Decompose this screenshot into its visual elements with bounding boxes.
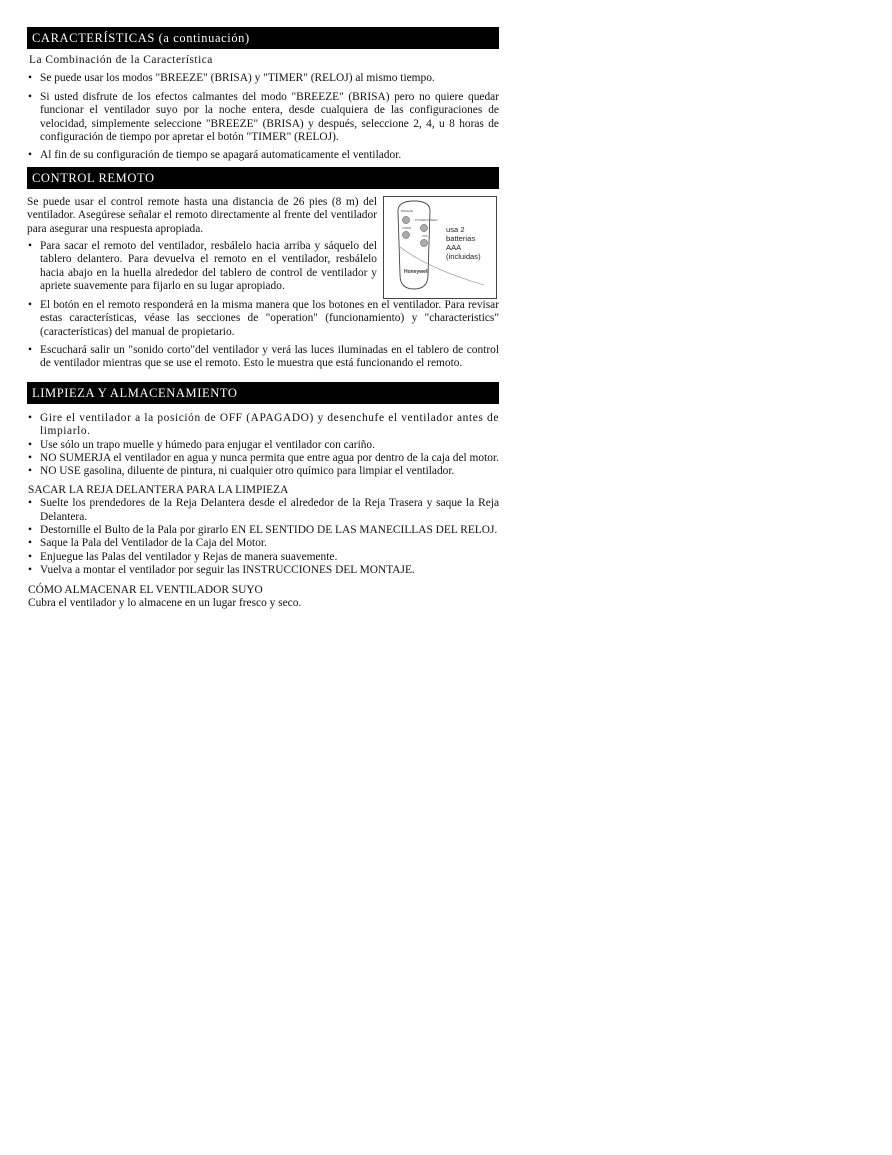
remote-brand-logo: Honeywell <box>404 268 429 275</box>
list-item: • Escuchará salir un "sonido corto"del ventilador y verá las luces iluminadas en el tablero de control de ventilador mientras que se use el remoto. Esto le muestra que está funcionando el remoto. <box>27 344 499 371</box>
list-item: • Use sólo un trapo muelle y húmedo para enjugar el ventilador con cariño. <box>27 439 499 452</box>
remote-label-off: OFF <box>422 233 428 238</box>
section-header-caracteristicas: CARACTERÍSTICAS (a continuación) <box>27 27 499 49</box>
remote-label-power: POWER/SPEED <box>415 217 438 222</box>
remote-intro-paragraph: Se puede usar el control remote hasta una distancia de 26 pies (8 m) del ventilador. Asegúrese señalar el remoto directamente al frente del ventilador para asegurar una respuesta apropiada. <box>27 195 377 235</box>
reja-title: SACAR LA REJA DELANTERA PARA LA LIMPIEZA <box>28 483 289 496</box>
list-item: • NO USE gasolina, diluente de pintura, ni cualquier otro químico para limpiar el ventilador. <box>27 465 499 478</box>
almacenar-title: CÓMO ALMACENAR EL VENTILADOR SUYO <box>28 583 263 596</box>
section-header-control-remoto: CONTROL REMOTO <box>27 167 499 189</box>
section-header-limpieza: LIMPIEZA Y ALMACENAMIENTO <box>27 382 499 404</box>
list-item: • El botón en el remoto responderá en la misma manera que los botones en el ventilador. Para revisar estas características, véase las secciones de "operation" (funcionamiento) y "characteristics" (características) del manual de propietario. <box>27 299 499 339</box>
almacenar-text: Cubra el ventilador y lo almacene en un lugar fresco y seco. <box>28 597 302 609</box>
manual-column <box>27 27 499 610</box>
list-item: • Para sacar el remoto del ventilador, resbálelo hacia arriba y sáquelo del tablero delantero. Para devuelva el remoto en el ventilador, resbálelo hacia abajo en la huella alrededor del tablero de control de ventilador y apriete suavemente para fijarlo en su lugar apropiado. <box>27 240 377 294</box>
list-item: • Enjuegue las Palas del ventilador y Rejas de manera suavemente. <box>27 551 499 564</box>
remote-illustration <box>383 196 497 299</box>
list-item: • Gire el ventilador a la posición de OFF (APAGADO) y desenchufe el ventilador antes de limpiarlo. <box>27 412 499 439</box>
remote-section <box>27 196 499 371</box>
list-item: • NO SUMERJA el ventilador en agua y nunca permita que entre agua por dentro de la caja del motor. <box>27 452 499 465</box>
list-item: • Si usted disfrute de los efectos calmantes del modo "BREEZE" (BRISA) pero no quiere quedar funcionar el ventilador suyo por la noche entera, desde cualquiera de las configuraciones de velocidad, simplemente seleccione "BREEZE" (BRISA) y después, seleccione 2, 4, u 8 horas de configuración de tiempo por apretar el botón "TIMER" (RELOJ). <box>27 91 499 145</box>
list-item: • Vuelva a montar el ventilador por seguir las INSTRUCCIONES DEL MONTAJE. <box>27 564 499 577</box>
list-item: • Suelte los prendedores de la Reja Delantera desde el alrededor de la Reja Trasera y saque la Reja Delantera. <box>27 497 499 524</box>
list-item: • Saque la Pala del Ventilador de la Caja del Motor. <box>27 537 499 550</box>
list-item: • Al fin de su configuración de tiempo se apagará automaticamente el ventilador. <box>27 149 499 162</box>
list-item: • Se puede usar los modos "BREEZE" (BRISA) y "TIMER" (RELOJ) al mismo tiempo. <box>27 72 499 85</box>
remote-caption: usa 2 batterias AAA (incluidas) <box>446 224 481 261</box>
list-item: • Destornille el Bulto de la Pala por girarlo EN EL SENTIDO DE LAS MANECILLAS DEL RELOJ. <box>27 524 499 537</box>
subtitle-combinacion: La Combinación de la Característica <box>29 54 213 66</box>
remote-label-timer: TIMER <box>402 225 412 230</box>
remote-label-breeze: BREEZE <box>401 208 414 213</box>
